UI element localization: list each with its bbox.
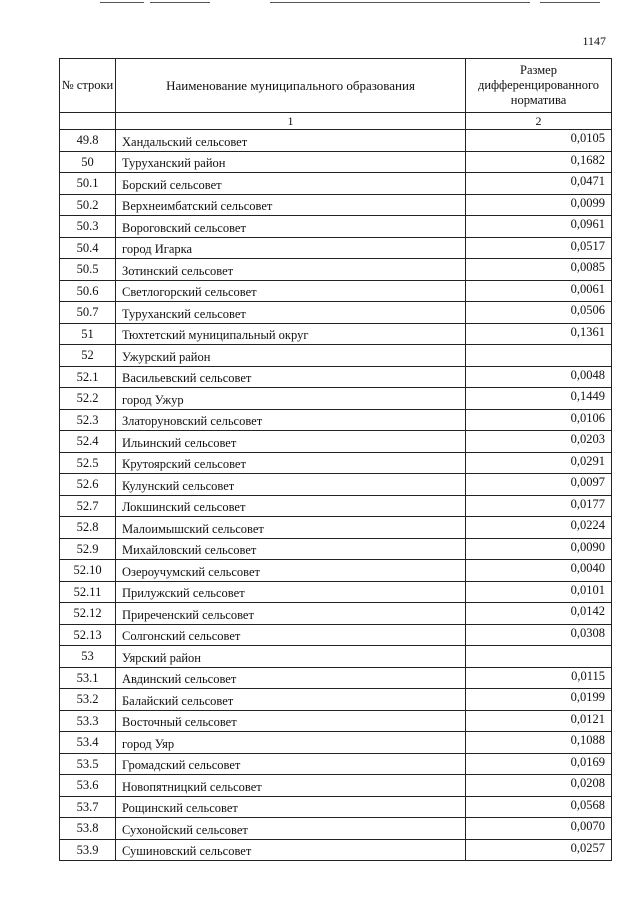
row-number-cell: 52.3 <box>60 409 116 431</box>
row-number-cell: 50.7 <box>60 302 116 324</box>
normative-value-cell: 0,0517 <box>466 237 612 259</box>
row-number-cell: 52.11 <box>60 581 116 603</box>
table-row <box>60 538 612 560</box>
table-row <box>60 581 612 603</box>
table-row <box>60 452 612 474</box>
municipality-name-cell: город Ужур <box>116 388 466 410</box>
row-number-cell: 53.2 <box>60 689 116 711</box>
normative-value-cell: 0,0224 <box>466 517 612 539</box>
table-row <box>60 517 612 539</box>
normative-value-cell: 0,0105 <box>466 130 612 152</box>
table-row <box>60 388 612 410</box>
normative-value-cell: 0,1361 <box>466 323 612 345</box>
normative-value-cell: 0,0097 <box>466 474 612 496</box>
normative-value-cell: 0,0061 <box>466 280 612 302</box>
municipality-name-cell: Верхнеимбатский сельсовет <box>116 194 466 216</box>
header-name: Наименование муниципального образования <box>116 59 466 113</box>
top-rule <box>540 2 600 3</box>
normative-value-cell: 0,0048 <box>466 366 612 388</box>
normative-value-cell: 0,0142 <box>466 603 612 625</box>
row-number-cell: 53 <box>60 646 116 668</box>
municipality-name-cell: Зотинский сельсовет <box>116 259 466 281</box>
normative-value-cell: 0,0199 <box>466 689 612 711</box>
normative-value-cell: 0,0208 <box>466 775 612 797</box>
normative-value-cell <box>466 646 612 668</box>
table-row <box>60 603 612 625</box>
municipality-name-cell: Туруханский сельсовет <box>116 302 466 324</box>
table-row <box>60 775 612 797</box>
header-value: Размер дифференцированного норматива <box>466 59 612 113</box>
page-number: 1147 <box>582 34 606 48</box>
municipality-name-cell: город Игарка <box>116 237 466 259</box>
municipality-name-cell: Златоруновский сельсовет <box>116 409 466 431</box>
normative-value-cell: 0,0568 <box>466 796 612 818</box>
row-number-cell: 53.7 <box>60 796 116 818</box>
row-number-cell: 53.3 <box>60 710 116 732</box>
municipality-name-cell: Уярский район <box>116 646 466 668</box>
municipality-name-cell: Малоимышский сельсовет <box>116 517 466 539</box>
table-row <box>60 624 612 646</box>
table-row <box>60 732 612 754</box>
municipality-name-cell: Борский сельсовет <box>116 173 466 195</box>
municipality-name-cell: Светлогорский сельсовет <box>116 280 466 302</box>
row-number-cell: 50 <box>60 151 116 173</box>
table-row <box>60 130 612 152</box>
row-number-cell: 53.5 <box>60 753 116 775</box>
table-row <box>60 646 612 668</box>
normative-value-cell: 0,0257 <box>466 839 612 861</box>
normative-value-cell: 0,1088 <box>466 732 612 754</box>
table-row <box>60 689 612 711</box>
municipality-name-cell: Солгонский сельсовет <box>116 624 466 646</box>
table-row <box>60 667 612 689</box>
row-number-cell: 52.6 <box>60 474 116 496</box>
normative-value-cell: 0,0121 <box>466 710 612 732</box>
normative-value-cell: 0,0040 <box>466 560 612 582</box>
municipality-name-cell: Приреченский сельсовет <box>116 603 466 625</box>
normative-value-cell: 0,0471 <box>466 173 612 195</box>
row-number-cell: 52.1 <box>60 366 116 388</box>
municipality-name-cell: Сушиновский сельсовет <box>116 839 466 861</box>
row-number-cell: 52.10 <box>60 560 116 582</box>
row-number-cell: 53.4 <box>60 732 116 754</box>
row-number-cell: 53.6 <box>60 775 116 797</box>
top-rule <box>270 2 530 3</box>
municipality-name-cell: Прилужский сельсовет <box>116 581 466 603</box>
table-body <box>60 130 612 861</box>
row-number-cell: 51 <box>60 323 116 345</box>
row-number-cell: 52.12 <box>60 603 116 625</box>
municipality-name-cell: Озероучумский сельсовет <box>116 560 466 582</box>
top-rule <box>100 2 144 3</box>
table-row <box>60 710 612 732</box>
row-number-cell: 52 <box>60 345 116 367</box>
row-number-cell: 53.9 <box>60 839 116 861</box>
municipality-name-cell: Рощинский сельсовет <box>116 796 466 818</box>
row-number-cell: 53.1 <box>60 667 116 689</box>
normative-value-cell: 0,0085 <box>466 259 612 281</box>
normative-value-cell <box>466 345 612 367</box>
top-rule <box>150 2 210 3</box>
municipality-name-cell: Ужурский район <box>116 345 466 367</box>
normative-value-cell: 0,0177 <box>466 495 612 517</box>
table-row <box>60 280 612 302</box>
index-cell-name: 1 <box>116 113 466 130</box>
table-row <box>60 753 612 775</box>
normative-value-cell: 0,0101 <box>466 581 612 603</box>
municipality-name-cell: Васильевский сельсовет <box>116 366 466 388</box>
row-number-cell: 52.5 <box>60 452 116 474</box>
table-row <box>60 409 612 431</box>
table-row <box>60 560 612 582</box>
row-number-cell: 50.5 <box>60 259 116 281</box>
table-row <box>60 345 612 367</box>
municipality-name-cell: Кулунский сельсовет <box>116 474 466 496</box>
table-row <box>60 302 612 324</box>
row-number-cell: 52.2 <box>60 388 116 410</box>
municipality-name-cell: Авдинский сельсовет <box>116 667 466 689</box>
normative-value-cell: 0,0308 <box>466 624 612 646</box>
column-index-row <box>60 113 612 130</box>
row-number-cell: 52.7 <box>60 495 116 517</box>
normative-value-cell: 0,0961 <box>466 216 612 238</box>
row-number-cell: 53.8 <box>60 818 116 840</box>
normative-value-cell: 0,0291 <box>466 452 612 474</box>
table-row <box>60 495 612 517</box>
normative-value-cell: 0,0106 <box>466 409 612 431</box>
header-row-number: № строки <box>60 59 116 113</box>
table-row <box>60 431 612 453</box>
normative-value-cell: 0,0115 <box>466 667 612 689</box>
municipality-name-cell: Вороговский сельсовет <box>116 216 466 238</box>
municipality-name-cell: Восточный сельсовет <box>116 710 466 732</box>
table-row <box>60 259 612 281</box>
row-number-cell: 50.2 <box>60 194 116 216</box>
row-number-cell: 52.4 <box>60 431 116 453</box>
table-row <box>60 151 612 173</box>
table-row <box>60 818 612 840</box>
table-row <box>60 216 612 238</box>
table-row <box>60 366 612 388</box>
municipality-name-cell: Михайловский сельсовет <box>116 538 466 560</box>
municipality-name-cell: Громадский сельсовет <box>116 753 466 775</box>
row-number-cell: 50.1 <box>60 173 116 195</box>
municipality-name-cell: Новопятницкий сельсовет <box>116 775 466 797</box>
index-cell-value: 2 <box>466 113 612 130</box>
municipality-name-cell: Хандальский сельсовет <box>116 130 466 152</box>
row-number-cell: 50.3 <box>60 216 116 238</box>
municipality-name-cell: Ильинский сельсовет <box>116 431 466 453</box>
table-header-row <box>60 59 612 113</box>
table-row <box>60 796 612 818</box>
normative-value-cell: 0,0169 <box>466 753 612 775</box>
row-number-cell: 50.6 <box>60 280 116 302</box>
municipality-name-cell: Тюхтетский муниципальный округ <box>116 323 466 345</box>
municipality-name-cell: город Уяр <box>116 732 466 754</box>
municipality-name-cell: Балайский сельсовет <box>116 689 466 711</box>
normative-table <box>59 58 612 861</box>
row-number-cell: 52.9 <box>60 538 116 560</box>
normative-value-cell: 0,0099 <box>466 194 612 216</box>
row-number-cell: 52.13 <box>60 624 116 646</box>
table-row <box>60 173 612 195</box>
normative-value-cell: 0,0506 <box>466 302 612 324</box>
normative-value-cell: 0,1449 <box>466 388 612 410</box>
row-number-cell: 52.8 <box>60 517 116 539</box>
normative-value-cell: 0,0203 <box>466 431 612 453</box>
table-row <box>60 839 612 861</box>
row-number-cell: 50.4 <box>60 237 116 259</box>
normative-value-cell: 0,1682 <box>466 151 612 173</box>
index-cell-empty <box>60 113 116 130</box>
table-row <box>60 194 612 216</box>
table-row <box>60 323 612 345</box>
table-row <box>60 474 612 496</box>
normative-value-cell: 0,0070 <box>466 818 612 840</box>
municipality-name-cell: Туруханский район <box>116 151 466 173</box>
normative-value-cell: 0,0090 <box>466 538 612 560</box>
row-number-cell: 49.8 <box>60 130 116 152</box>
municipality-name-cell: Крутоярский сельсовет <box>116 452 466 474</box>
municipality-name-cell: Сухонойский сельсовет <box>116 818 466 840</box>
municipality-name-cell: Локшинский сельсовет <box>116 495 466 517</box>
table-row <box>60 237 612 259</box>
